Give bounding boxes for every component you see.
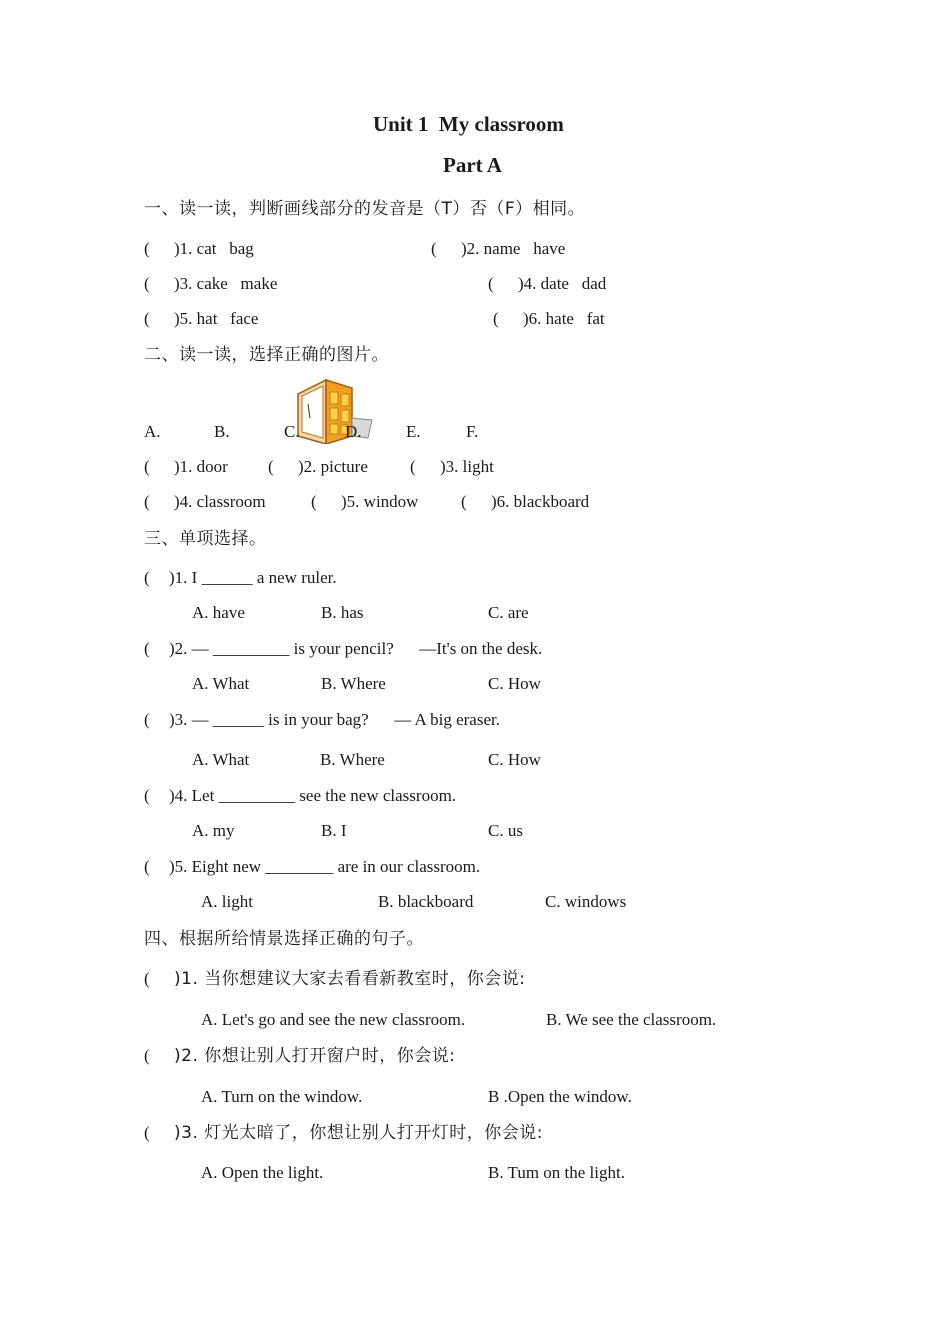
answer-paren[interactable]: ( bbox=[461, 492, 467, 511]
answer-paren[interactable]: ( bbox=[144, 309, 150, 328]
question-text: )5. hat face bbox=[174, 309, 259, 328]
question-text: )3. — ______ is in your bag? — A big eraser. bbox=[169, 710, 500, 729]
question-text: )3. cake make bbox=[174, 274, 278, 293]
option-a: A. Turn on the window. bbox=[201, 1087, 363, 1106]
option-a: A. my bbox=[192, 821, 235, 840]
pic-label-b: B. bbox=[214, 422, 230, 441]
answer-paren[interactable]: ( bbox=[431, 239, 437, 258]
question-text: )2. 你想让别人打开窗户时，你会说: bbox=[174, 1046, 456, 1066]
door-picture-icon bbox=[296, 378, 374, 444]
question-text: )1. cat bag bbox=[174, 239, 254, 258]
part-title: Part A bbox=[443, 153, 502, 177]
answer-paren[interactable]: ( bbox=[144, 710, 150, 729]
question-text: )4. date dad bbox=[518, 274, 607, 293]
question-text: )4. Let _________ see the new classroom. bbox=[169, 786, 457, 805]
answer-paren[interactable]: ( bbox=[144, 639, 150, 658]
option-b: B. We see the classroom. bbox=[546, 1010, 717, 1029]
question-text: )3. light bbox=[440, 457, 494, 476]
option-a: A. have bbox=[192, 603, 245, 622]
answer-paren[interactable]: ( bbox=[493, 309, 499, 328]
answer-paren[interactable]: ( bbox=[488, 274, 494, 293]
answer-paren[interactable]: ( bbox=[144, 969, 150, 988]
option-c: C. How bbox=[488, 750, 541, 769]
option-a: A. Open the light. bbox=[201, 1163, 324, 1182]
pic-label-c: C. bbox=[284, 422, 300, 441]
option-b: B. has bbox=[321, 603, 364, 622]
option-b: B. blackboard bbox=[378, 892, 474, 911]
pic-label-a: A. bbox=[144, 422, 161, 441]
answer-paren[interactable]: ( bbox=[311, 492, 317, 511]
answer-paren[interactable]: ( bbox=[268, 457, 274, 476]
question-text: )5. Eight new ________ are in our classroom. bbox=[169, 857, 481, 876]
question-text: )2. — _________ is your pencil? —It's on the desk. bbox=[169, 639, 543, 658]
question-text: )5. window bbox=[341, 492, 419, 511]
question-text: )2. picture bbox=[298, 457, 368, 476]
option-a: A. Let's go and see the new classroom. bbox=[201, 1010, 466, 1029]
option-c: C. us bbox=[488, 821, 523, 840]
page-title: Unit 1 My classroom bbox=[373, 112, 564, 136]
section2-heading: 二、读一读，选择正确的图片。 bbox=[144, 345, 389, 365]
answer-paren[interactable]: ( bbox=[144, 857, 150, 876]
option-c: C. How bbox=[488, 674, 541, 693]
question-text: )1. door bbox=[174, 457, 228, 476]
option-b: B. I bbox=[321, 821, 347, 840]
option-a: A. What bbox=[192, 674, 250, 693]
answer-paren[interactable]: ( bbox=[144, 239, 150, 258]
option-b: B .Open the window. bbox=[488, 1087, 632, 1106]
question-text: )1. 当你想建议大家去看看新教室时，你会说: bbox=[174, 969, 526, 989]
answer-paren[interactable]: ( bbox=[144, 274, 150, 293]
section3-heading: 三、单项选择。 bbox=[144, 529, 267, 549]
pic-label-d: D. bbox=[345, 422, 362, 441]
answer-paren[interactable]: ( bbox=[144, 1123, 150, 1142]
option-a: A. light bbox=[201, 892, 253, 911]
question-text: )6. blackboard bbox=[491, 492, 590, 511]
answer-paren[interactable]: ( bbox=[144, 457, 150, 476]
answer-paren[interactable]: ( bbox=[144, 568, 150, 587]
answer-paren[interactable]: ( bbox=[144, 492, 150, 511]
option-a: A. What bbox=[192, 750, 250, 769]
answer-paren[interactable]: ( bbox=[144, 786, 150, 805]
option-c: C. are bbox=[488, 603, 529, 622]
question-text: )2. name have bbox=[461, 239, 566, 258]
question-text: )3. 灯光太暗了，你想让别人打开灯时，你会说: bbox=[174, 1123, 543, 1143]
question-text: )6. hate fat bbox=[523, 309, 605, 328]
pic-label-e: E. bbox=[406, 422, 421, 441]
option-b: B. Where bbox=[320, 750, 385, 769]
section1-heading: 一、读一读，判断画线部分的发音是（T）否（F）相同。 bbox=[144, 199, 586, 219]
option-b: B. Where bbox=[321, 674, 386, 693]
answer-paren[interactable]: ( bbox=[144, 1046, 150, 1065]
pic-label-f: F. bbox=[466, 422, 479, 441]
question-text: )4. classroom bbox=[174, 492, 266, 511]
question-text: )1. I ______ a new ruler. bbox=[169, 568, 337, 587]
option-c: C. windows bbox=[545, 892, 627, 911]
option-b: B. Tum on the light. bbox=[488, 1163, 625, 1182]
answer-paren[interactable]: ( bbox=[410, 457, 416, 476]
section4-heading: 四、根据所给情景选择正确的句子。 bbox=[144, 929, 424, 949]
